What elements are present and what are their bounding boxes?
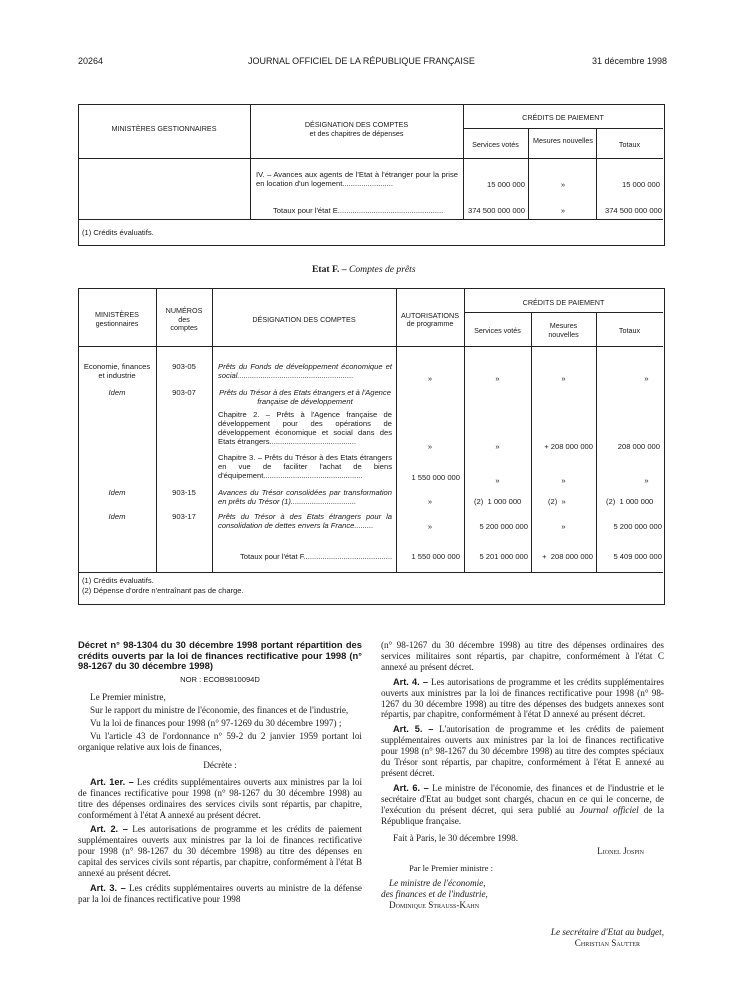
- col-numeros: NUMÉROS: [165, 306, 203, 315]
- decree-article-2: [78, 824, 362, 879]
- table-cell-autorisations: 1 550 000 000: [411, 473, 460, 482]
- decree-intro-1: Le Premier ministre,: [90, 692, 166, 703]
- table-row-numero: 903-15: [172, 488, 196, 497]
- par-le-premier-ministre: Par le Premier ministre :: [409, 863, 494, 874]
- group-credits: CRÉDITS DE PAIEMENT: [522, 113, 604, 122]
- table-row-ministere: Idem: [108, 388, 126, 397]
- header-date: 31 décembre 1998: [592, 56, 668, 66]
- article-6-label: Art. 6. –: [393, 782, 429, 793]
- article-2-label: Art. 2. –: [90, 824, 128, 835]
- article-1-label: Art. 1er. –: [90, 776, 134, 787]
- decree-article-6: [381, 783, 664, 827]
- table-row-ministere: Economie, finances et industrie: [83, 362, 151, 380]
- minister-title-1: Le ministre de l'économie,: [389, 878, 486, 889]
- article-3-continued: (n° 98-1267 du 30 décembre 1998) au titre des dépenses ordinaires des services militaires sont répartis, par chapitre, conformément à l'état C annexé au présent décret.: [381, 640, 664, 672]
- col-ministeres-f-sub: gestionnaires: [95, 319, 139, 328]
- col-ministeres-f: MINISTÈRES: [95, 310, 139, 319]
- decree-intro-4: Vu l'article 43 de l'ordonnance n° 59-2 du 2 janvier 1959 portant loi organique relative aux lois de finances,: [78, 731, 362, 753]
- table-row-total-label: Totaux pour l'état F..........................................: [240, 552, 392, 561]
- table-cell-totaux: »: [644, 476, 649, 485]
- decree-article-1: [78, 777, 362, 821]
- table-cell-services-total: 5 201 000 000: [479, 552, 528, 561]
- decree-right-column: [381, 640, 664, 949]
- table-cell-autorisations-total: 1 550 000 000: [411, 552, 460, 561]
- minister-title-2: des finances et de l'industrie,: [381, 889, 488, 900]
- article-5-text: L'autorisation de programme et les crédits de paiement supplémentaires ouverts aux ministres par la loi de finances rectificative pour 1998 (n° 98-1267 du 30 décembre 1998) au titre des comptes spéciaux du Trésor sont répartis, par chapitre, conformément à l'état E annexé au présent décret.: [381, 724, 664, 778]
- article-1-text: Les crédits supplémentaires ouverts aux ministres par la loi de finances rectificative pour 1998 (n° 98-1267 du 30 décembre 1998) au titre des dépenses ordinaires des services civils sont répartis, par chapitre, conformément à l'état A annexé au présent décret.: [78, 776, 362, 820]
- decree-intro-3: Vu la loi de finances pour 1998 (n° 97-1269 du 30 décembre 1997) ;: [90, 718, 342, 729]
- table-row-designation: Avances du Trésor consolidées par transformation en prêts du Trésor (1)...............................: [218, 488, 392, 506]
- col-services: Services votés: [472, 140, 519, 149]
- etat-f-subtitle: Comptes de prêts: [348, 264, 416, 275]
- table-row-designation: IV. – Avances aux agents de l'Etat à l'étranger pour la prise en location d'un logement........................: [256, 170, 458, 188]
- decree-fait: Fait à Paris, le 30 décembre 1998.: [393, 832, 519, 843]
- table-cell-totaux: 208 000 000: [617, 442, 660, 451]
- table-row-numero: 903-07: [172, 388, 196, 397]
- col-autorisations: AUTORISATIONS: [400, 311, 460, 320]
- group-credits-f: CRÉDITS DE PAIEMENT: [522, 298, 605, 307]
- table-cell-mesures-total: + 208 000 000: [542, 552, 593, 561]
- col-totaux-f: Totaux: [618, 326, 641, 335]
- table-cell-autorisations: »: [427, 497, 433, 506]
- table-cell-mesures: »: [561, 522, 566, 531]
- table-cell-services: 15 000 000: [486, 180, 525, 189]
- table-cell-mesures: (2) »: [548, 497, 566, 506]
- col-designation-f: DÉSIGNATION DES COMPTES: [252, 315, 356, 324]
- decree-left-column: [78, 640, 362, 907]
- decree-decrete: Décrète :: [203, 759, 237, 770]
- col-designation: DÉSIGNATION DES COMPTES: [304, 120, 409, 129]
- article-4-label: Art. 4. –: [393, 676, 429, 687]
- table-e-note: (1) Crédits évaluatifs.: [82, 228, 154, 237]
- decree-article-5: [381, 724, 664, 779]
- table-e: [78, 104, 665, 246]
- table-cell-totaux: 5 200 000 000: [613, 522, 662, 531]
- table-cell-autorisations: »: [427, 522, 433, 531]
- col-autorisations-sub: de programme: [406, 319, 454, 328]
- table-cell-totaux-total: 5 409 000 000: [613, 552, 662, 561]
- table-cell-services: »: [495, 374, 500, 383]
- table-cell-services: »: [495, 476, 500, 485]
- article-3-text: Les crédits supplémentaires ouverts au ministre de la défense par la loi de finances rectificative pour 1998: [78, 883, 362, 904]
- col-mesures: Mesures nouvelles: [533, 136, 593, 145]
- table-cell-services: »: [495, 442, 500, 451]
- col-mesures-f: Mesures: [549, 321, 578, 330]
- table-row-numero: 903-17: [172, 512, 196, 521]
- journal-title: JOURNAL OFFICIEL DE LA RÉPUBLIQUE FRANÇAISE: [248, 56, 475, 66]
- table-row-numero: 903-05: [172, 362, 196, 371]
- col-mesures-f-sub: nouvelles: [548, 330, 579, 339]
- table-f: [78, 288, 665, 605]
- table-row-ministere: Idem: [108, 488, 126, 497]
- col-designation-sub: et des chapitres de dépenses: [309, 129, 404, 138]
- table-cell-totaux: (2) 1 000 000: [606, 497, 654, 506]
- table-row-designation: Prêts du Fonds de développement économique et social.......................................................: [218, 362, 392, 380]
- col-ministeres: MINISTÈRES GESTIONNAIRES: [111, 124, 217, 133]
- table-cell-mesures: + 208 000 000: [544, 442, 593, 451]
- table-cell-totaux-total: 374 500 000 000: [604, 206, 662, 215]
- table-cell-totaux: 15 000 000: [621, 180, 660, 189]
- secretaire-title: Le secrétaire d'Etat au budget,: [550, 926, 664, 937]
- decree-nor: NOR : ECOB9810094D: [180, 674, 260, 684]
- col-numeros-des: des: [178, 315, 190, 324]
- article-6-text: Le ministre de l'économie, des finances et de l'industrie et le secrétaire d'Etat au budget sont chargés, chacun en ce qui le concerne, de l'exécution du présent décret, qui sera publié au: [381, 782, 664, 815]
- table-row-ministere: Idem: [108, 512, 126, 521]
- table-cell-autorisations: »: [427, 374, 433, 383]
- secretaire-name: Christian Sautter: [574, 937, 640, 948]
- article-4-text: Les autorisations de programme et les crédits supplémentaires ouverts aux ministres par la loi de finances rectificative pour 1998 (n° 98-1267 du 30 décembre 1998) au titre des dépenses des budgets annexes sont répartis, par chapitre, conformément à l'état D annexé au présent décret.: [381, 676, 665, 720]
- article-3-label: Art. 3. –: [90, 883, 126, 893]
- table-row-total-label: Totaux pour l'état E..................................................: [273, 206, 444, 215]
- etat-f-title: [312, 264, 416, 275]
- article-2-text: Les autorisations de programme et les crédits de paiement supplémentaires ouverts aux ministres par la loi de finances rectificative pour 1998 (n° 98-1267 du 30 décembre 1998) au titre des dépenses en capital des services civils sont répartis, par chapitre, conformément à l'état B annexé au présent décret.: [78, 824, 362, 879]
- col-services-f: Services votés: [474, 326, 521, 335]
- col-numeros-comptes: comptes: [170, 323, 198, 332]
- table-f-note-1: (1) Crédits évaluatifs.: [82, 576, 154, 585]
- table-row-designation: Prêts du Trésor à des Etats étrangers et à l'Agence française de développement: [219, 388, 391, 406]
- table-cell-autorisations: »: [427, 442, 433, 451]
- table-cell-services-total: 374 500 000 000: [467, 206, 525, 215]
- table-cell-services: (2) 1 000 000: [474, 497, 522, 506]
- table-f-note-2: (2) Dépense d'ordre n'entraînant pas de charge.: [82, 586, 244, 595]
- table-row-designation: Prêts du Trésor à des Etats étrangers pour la consolidation de dettes envers la France.........: [218, 512, 392, 530]
- table-row-designation: Chapitre 3. – Prêts du Trésor à des Etats étrangers en vue de faciliter l'achat de biens d'équipement...............................................: [218, 453, 392, 480]
- col-totaux: Totaux: [618, 140, 641, 149]
- decree-article-4: [381, 677, 664, 721]
- table-cell-mesures-total: »: [560, 206, 566, 215]
- decree-article-3: [78, 883, 362, 905]
- page-number: 20264: [78, 56, 104, 66]
- table-cell-mesures: »: [561, 374, 566, 383]
- article-5-label: Art. 5. –: [393, 724, 434, 735]
- decree-intro-2: Sur le rapport du ministre de l'économie, des finances et de l'industrie,: [90, 705, 349, 716]
- minister-name: Dominique Strauss-Kahn: [389, 900, 480, 911]
- decree-title: Décret n° 98-1304 du 30 décembre 1998 portant répartition des crédits ouverts par la loi de finances rectificative pour 1998 (n° 98-1267 du 30 décembre 1998): [78, 639, 362, 671]
- table-cell-mesures: »: [560, 180, 566, 189]
- table-row-designation: Chapitre 2. – Prêts à l'Agence française de développement pour des opérations de développement économique et social dans des Etats étrangers.........................................: [218, 410, 392, 446]
- table-cell-mesures: »: [561, 476, 566, 485]
- table-cell-services: 5 200 000 000: [479, 522, 528, 531]
- article-6-text-end: de la République française.: [381, 804, 665, 826]
- article-6-journal: Journal officiel: [579, 804, 639, 815]
- table-cell-totaux: »: [644, 374, 649, 383]
- etat-f-label: Etat F. –: [312, 264, 347, 275]
- signatory-pm: Lionel Jospin: [597, 846, 644, 857]
